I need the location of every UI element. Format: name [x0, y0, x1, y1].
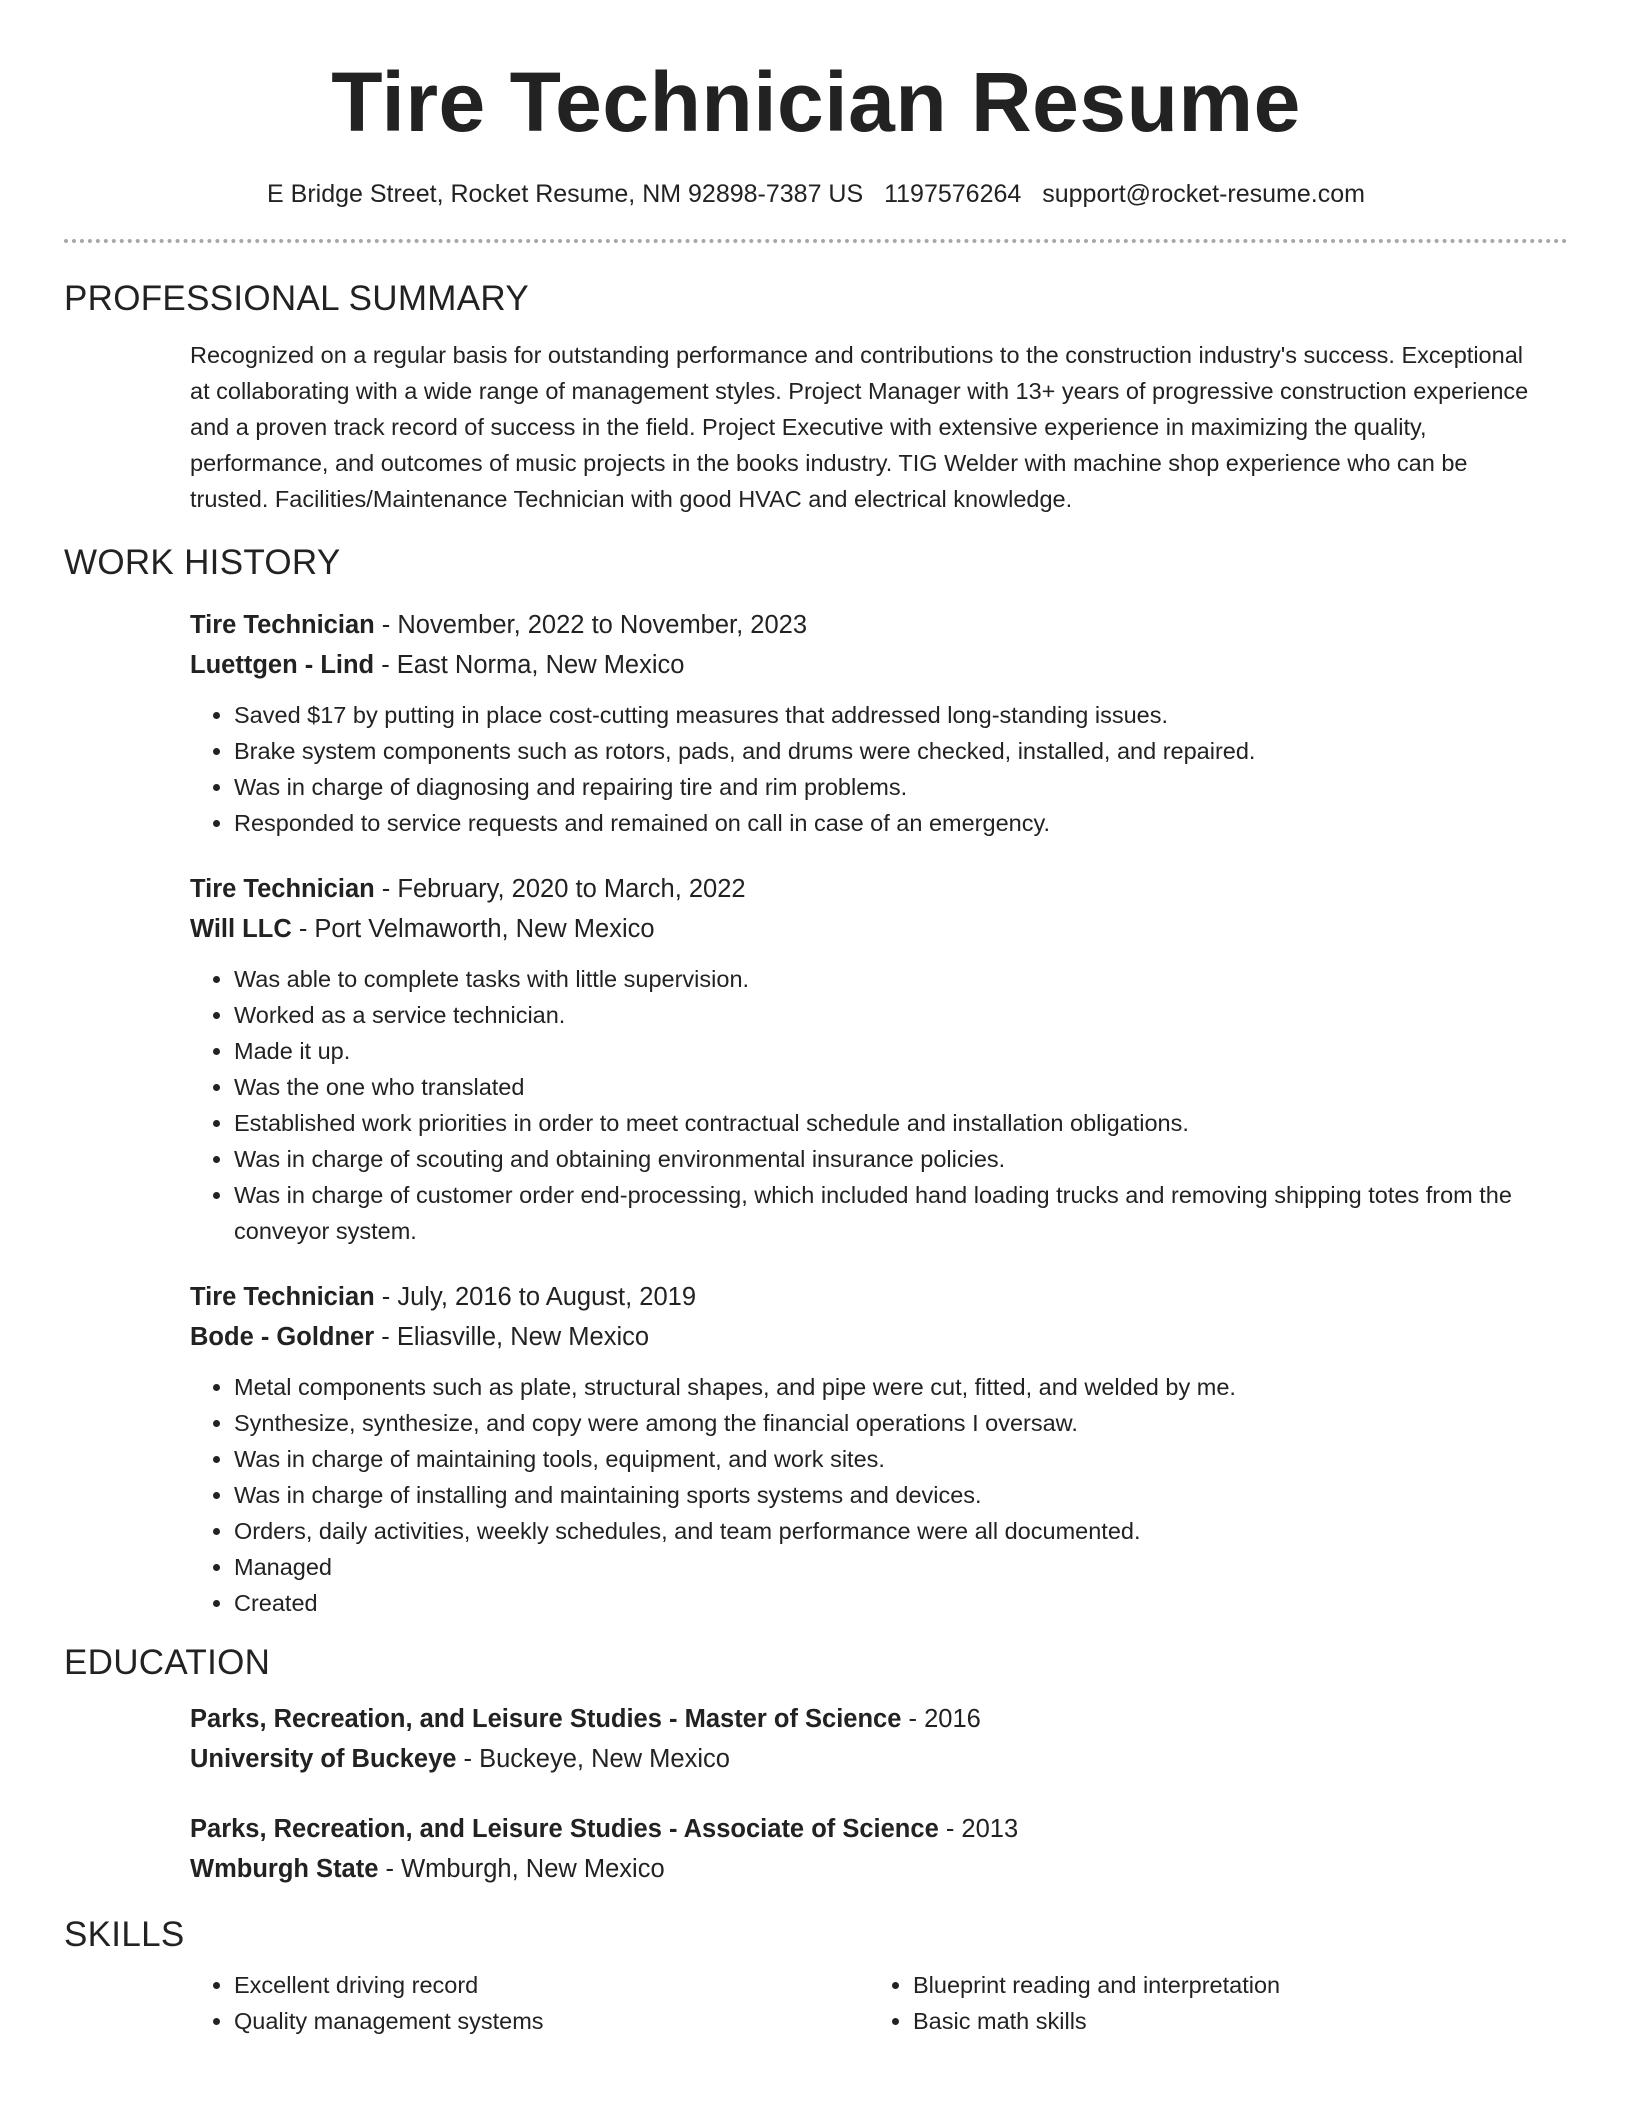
- contact-line: [64, 180, 1568, 209]
- skill-item: • Blueprint reading and interpretation: [913, 1967, 1548, 2003]
- job-bullet: • Created: [234, 1585, 1548, 1621]
- job-bullet: • Worked as a service technician.: [234, 997, 1548, 1033]
- job-company: Luettgen - Lind: [190, 651, 375, 680]
- job-bullet: • Metal components such as plate, structural shapes, and pipe were cut, fitted, and welded by me.: [234, 1369, 1548, 1405]
- job-title-line: [190, 605, 1548, 645]
- job-bullet: • Was in charge of maintaining tools, equipment, and work sites.: [234, 1441, 1548, 1477]
- job-title: Tire Technician: [190, 611, 375, 640]
- education-location: - Buckeye, New Mexico: [456, 1745, 730, 1774]
- education-location: - Wmburgh, New Mexico: [378, 1855, 665, 1884]
- skill-item: • Basic math skills: [913, 2003, 1548, 2039]
- education-school-line: [190, 1739, 1548, 1779]
- job-bullet: • Saved $17 by putting in place cost-cutting measures that addressed long-standing issues.: [234, 697, 1548, 733]
- job-bullet: • Responded to service requests and remained on call in case of an emergency.: [234, 805, 1548, 841]
- job-bullet: • Was in charge of customer order end-processing, which included hand loading trucks and removing shipping totes from the conveyor system.: [234, 1177, 1548, 1249]
- contact-phone: 1197576264: [884, 180, 1022, 209]
- job-title: Tire Technician: [190, 1283, 375, 1312]
- contact-email: support@rocket-resume.com: [1042, 180, 1365, 209]
- job-location: - Eliasville, New Mexico: [374, 1323, 650, 1352]
- job-location: - Port Velmaworth, New Mexico: [291, 915, 655, 944]
- skills-column-left: [190, 1967, 869, 2039]
- job-bullet: • Managed: [234, 1549, 1548, 1585]
- education-school: Wmburgh State: [190, 1855, 379, 1884]
- job-bullet: • Was the one who translated: [234, 1069, 1548, 1105]
- job-entry: [190, 1277, 1548, 1621]
- job-bullet: • Was in charge of installing and maintaining sports systems and devices.: [234, 1477, 1548, 1513]
- summary-section: [64, 279, 1568, 517]
- job-bullets: [190, 697, 1548, 841]
- work-history-section: [64, 543, 1568, 1621]
- skills-grid: [190, 1967, 1548, 2039]
- education-entry: [190, 1699, 1548, 1779]
- job-bullets: [190, 1369, 1548, 1621]
- education-degree: Parks, Recreation, and Leisure Studies - Associate of Science: [190, 1815, 939, 1844]
- skills-column-right: [869, 1967, 1548, 2039]
- summary-text: Recognized on a regular basis for outstanding performance and contributions to the construction industry's success. Exceptional at collaborating with a wide range of management styles. Project Manager with 13+ years of progressive construction experience and a proven track record of success in the field. Project Executive with extensive experience in maximizing the quality, performance, and outcomes of music projects in the books industry. TIG Welder with machine shop experience who can be trusted. Facilities/Maintenance Technician with good HVAC and electrical knowledge.: [190, 342, 1529, 513]
- education-year: - 2016: [901, 1705, 981, 1734]
- job-bullet: • Brake system components such as rotors, pads, and drums were checked, installed, and repaired.: [234, 733, 1548, 769]
- job-bullet: • Established work priorities in order to meet contractual schedule and installation obligations.: [234, 1105, 1548, 1141]
- skills-heading: SKILLS: [64, 1915, 185, 1955]
- job-title: Tire Technician: [190, 875, 375, 904]
- job-dates: - November, 2022 to November, 2023: [374, 611, 808, 640]
- job-company-line: [190, 909, 1548, 949]
- job-bullet: • Orders, daily activities, weekly schedules, and team performance were all documented.: [234, 1513, 1548, 1549]
- job-entry: [190, 869, 1548, 1249]
- job-entry: [190, 605, 1548, 841]
- job-bullets: [190, 961, 1548, 1249]
- job-bullet: • Was able to complete tasks with little supervision.: [234, 961, 1548, 997]
- education-school-line: [190, 1849, 1548, 1889]
- skill-item: • Quality management systems: [234, 2003, 869, 2039]
- education-list: [190, 1699, 1548, 1889]
- job-bullet: • Was in charge of diagnosing and repairing tire and rim problems.: [234, 769, 1548, 805]
- education-school: University of Buckeye: [190, 1745, 457, 1774]
- resume-title: Tire Technician Resume: [331, 55, 1301, 149]
- job-bullet: • Was in charge of scouting and obtaining environmental insurance policies.: [234, 1141, 1548, 1177]
- job-title-line: [190, 1277, 1548, 1317]
- job-company-line: [190, 645, 1548, 685]
- education-section: [64, 1643, 1568, 1889]
- job-dates: - July, 2016 to August, 2019: [374, 1283, 697, 1312]
- education-year: - 2013: [938, 1815, 1019, 1844]
- job-company: Will LLC: [190, 915, 292, 944]
- job-location: - East Norma, New Mexico: [374, 651, 685, 680]
- job-list: [190, 605, 1548, 1621]
- education-degree-line: [190, 1699, 1548, 1739]
- education-entry: [190, 1809, 1548, 1889]
- work-history-heading: WORK HISTORY: [64, 543, 341, 583]
- job-bullet: • Made it up.: [234, 1033, 1548, 1069]
- job-title-line: [190, 869, 1548, 909]
- job-bullet: • Synthesize, synthesize, and copy were among the financial operations I oversaw.: [234, 1405, 1548, 1441]
- education-heading: EDUCATION: [64, 1643, 271, 1683]
- skill-item: • Excellent driving record: [234, 1967, 869, 2003]
- header-divider: [64, 239, 1568, 243]
- education-degree: Parks, Recreation, and Leisure Studies - Master of Science: [190, 1705, 902, 1734]
- contact-address: E Bridge Street, Rocket Resume, NM 92898-7387 US: [267, 180, 864, 209]
- job-dates: - February, 2020 to March, 2022: [374, 875, 746, 904]
- skills-section: [64, 1915, 1568, 2039]
- summary-heading: PROFESSIONAL SUMMARY: [64, 279, 529, 319]
- education-degree-line: [190, 1809, 1548, 1849]
- job-company: Bode - Goldner: [190, 1323, 375, 1352]
- job-company-line: [190, 1317, 1548, 1357]
